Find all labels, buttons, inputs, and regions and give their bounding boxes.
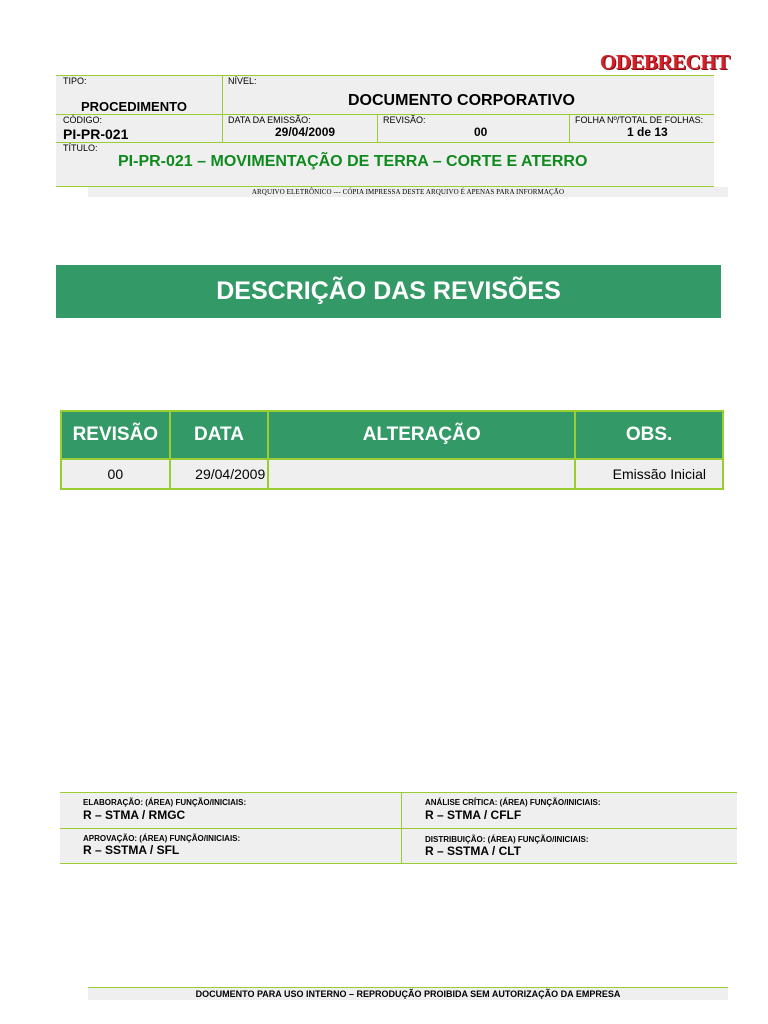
aprovacao-label: APROVAÇÃO: (ÁREA) FUNÇÃO/INICIAIS: (83, 834, 241, 843)
column-header-data: DATA (170, 411, 269, 459)
analise-critica-label: ANÁLISE CRÍTICA: (ÁREA) FUNÇÃO/INICIAIS: (425, 798, 601, 807)
company-logo: ODEBRECHT (600, 50, 730, 74)
analise-critica-value: R – STMA / CFLF (425, 808, 522, 822)
nivel-label: NÍVEL: (228, 76, 257, 86)
revisions-table (60, 410, 724, 490)
aprovacao-value: R – SSTMA / SFL (83, 843, 180, 857)
document-header (56, 75, 714, 187)
column-header-obs: OBS. (575, 411, 723, 459)
cell-obs: Emissão Inicial (575, 459, 723, 489)
page-footer: DOCUMENTO PARA USO INTERNO – REPRODUÇÃO PROIBIDA SEM AUTORIZAÇÃO DA EMPRESA (88, 987, 728, 1000)
revisao-value: 00 (474, 125, 488, 139)
tipo-label: TIPO: (63, 76, 87, 86)
folha-value: 1 de 13 (627, 125, 668, 139)
titulo-value: PI-PR-021 – MOVIMENTAÇÃO DE TERRA – CORTE E ATERRO (118, 153, 588, 170)
column-header-alteracao: ALTERAÇÃO (268, 411, 575, 459)
codigo-label: CÓDIGO: (63, 115, 103, 125)
data-emissao-value: 29/04/2009 (275, 125, 336, 139)
table-header-row (61, 411, 723, 459)
signature-block (60, 792, 737, 864)
titulo-label: TÍTULO: (63, 143, 98, 153)
elaboracao-label: ELABORAÇÃO: (ÁREA) FUNÇÃO/INICIAIS: (83, 798, 247, 807)
elaboracao-value: R – STMA / RMGC (83, 808, 186, 822)
nivel-value: DOCUMENTO CORPORATIVO (348, 92, 575, 109)
archive-note: ARQUIVO ELETRÔNICO --- CÓPIA IMPRESSA DESTE ARQUIVO É APENAS PARA INFORMAÇÃO (88, 187, 728, 197)
codigo-value: PI-PR-021 (63, 126, 129, 142)
revisao-label: REVISÃO: (383, 115, 426, 125)
cell-alteracao (268, 459, 575, 489)
section-title: DESCRIÇÃO DAS REVISÕES (56, 265, 721, 318)
folha-label: FOLHA Nº/TOTAL DE FOLHAS: (575, 115, 704, 125)
cell-revisao: 00 (61, 459, 170, 489)
table-row (61, 459, 723, 489)
data-emissao-label: DATA DA EMISSÃO: (228, 115, 311, 125)
distribuicao-value: R – SSTMA / CLT (425, 844, 521, 858)
tipo-value: PROCEDIMENTO (81, 99, 187, 114)
distribuicao-label: DISTRIBUIÇÃO: (ÁREA) FUNÇÃO/INICIAIS: (425, 835, 589, 844)
cell-data: 29/04/2009 (170, 459, 269, 489)
column-header-revisao: REVISÃO (61, 411, 170, 459)
